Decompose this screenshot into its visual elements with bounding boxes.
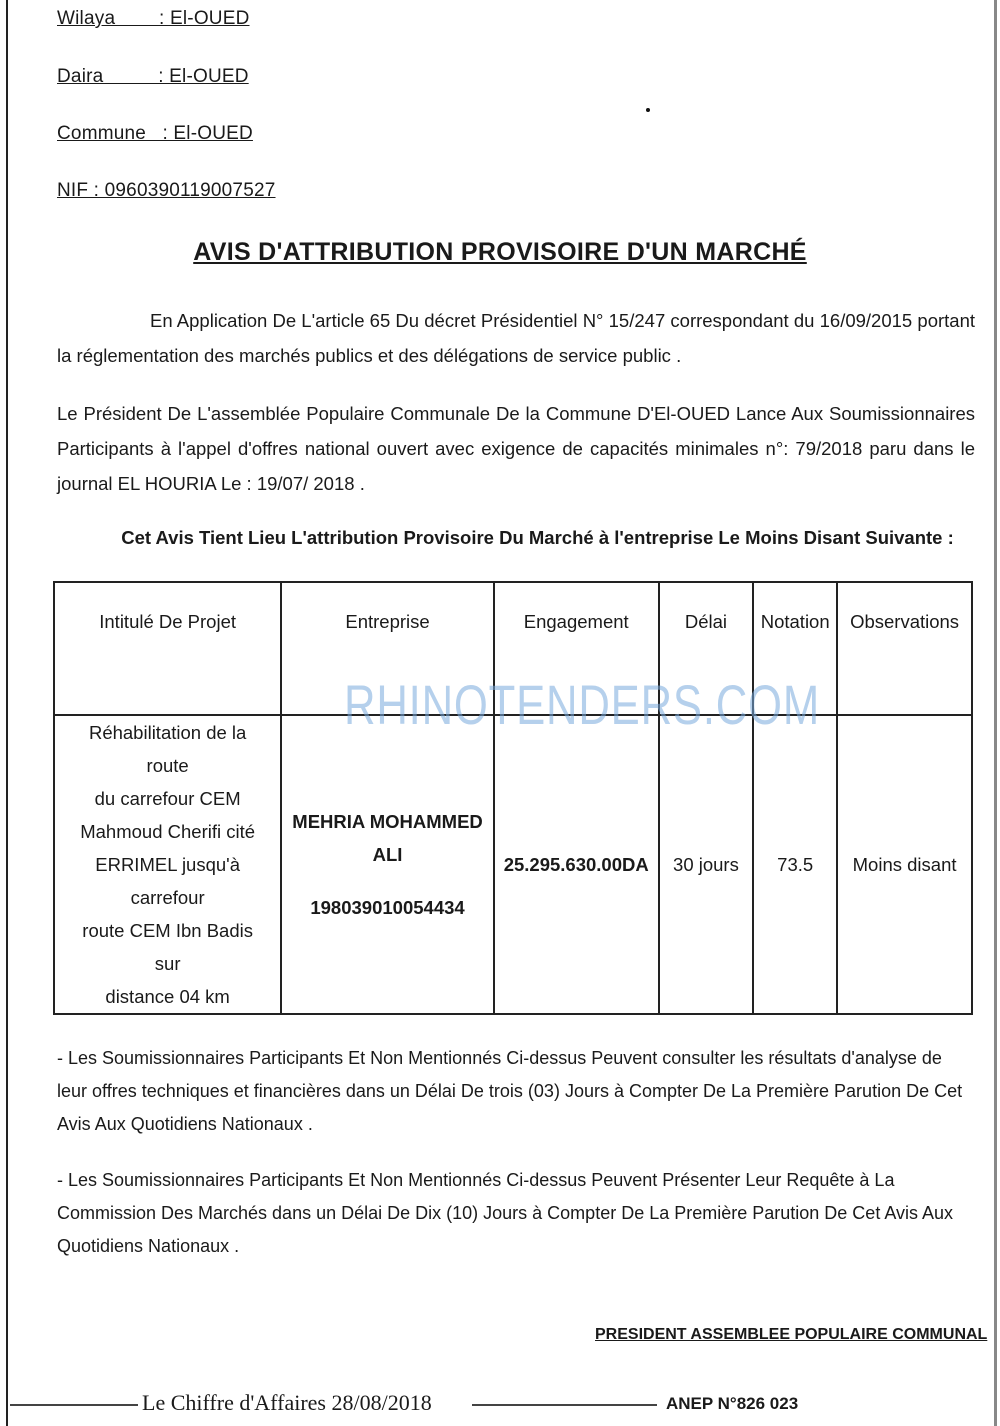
header-wilaya: Wilaya : El-OUED bbox=[57, 8, 250, 29]
projet-line: Réhabilitation de la route bbox=[88, 722, 247, 776]
footer-reference: ANEP N°826 023 bbox=[666, 1394, 799, 1413]
header-nif: NIF : 0960390119007527 bbox=[57, 180, 276, 201]
header-commune: Commune : El-OUED bbox=[57, 123, 253, 144]
footer-rule-mid bbox=[472, 1404, 657, 1406]
table-row bbox=[54, 715, 972, 1014]
entreprise-name-line-1: MEHRIA MOHAMMED bbox=[292, 811, 483, 832]
paragraph-decree bbox=[57, 303, 975, 373]
header-daira: Daira : El-OUED bbox=[57, 66, 249, 87]
note-appeal: - Les Soumissionnaires Participants Et Non Mentionnés Ci-dessus Peuvent Présenter Leur Requête à La Commission Des Marchés dans un Délai De Dix (10) Jours à Compter De La Première Parution De Cet Avis Aux Quotidiens Nationaux . bbox=[57, 1170, 954, 1256]
header-projet: Intitulé De Projet bbox=[54, 582, 281, 715]
paragraph-tender: Le Président De L'assemblée Populaire Communale De la Commune D'El-OUED Lance Aux Soumissionnaires Participants à l'appel d'offres national ouvert avec exigence de capacités minimales n°: 79/2018 paru dans le journal EL HOURIA Le : 19/07/ 2018 . bbox=[57, 403, 975, 494]
signature-title: PRESIDENT ASSEMBLEE POPULAIRE COMMUNAL bbox=[595, 1326, 988, 1343]
cell-delai: 30 jours bbox=[659, 715, 754, 1014]
cell-notation: 73.5 bbox=[753, 715, 837, 1014]
footer-source: Le Chiffre d'Affaires 28/08/2018 bbox=[142, 1390, 432, 1415]
projet-line: ERRIMEL jusqu'à carrefour bbox=[95, 854, 240, 908]
entreprise-nif: 198039010054434 bbox=[310, 897, 465, 918]
page-right-border bbox=[994, 0, 997, 1426]
header-engagement: Engagement bbox=[494, 582, 659, 715]
footer-rule-left bbox=[10, 1404, 138, 1406]
cell-entreprise bbox=[281, 715, 494, 1014]
header-notation: Notation bbox=[753, 582, 837, 715]
paragraph-decree-text: En Application De L'article 65 Du décret Présidentiel N° 15/247 correspondant du 16/09/2015 portant la réglementation des marchés publics et des délégations de service public . bbox=[57, 310, 975, 366]
projet-line: distance 04 km bbox=[105, 986, 230, 1007]
award-table bbox=[53, 581, 973, 1015]
projet-line: du carrefour CEM bbox=[94, 788, 241, 809]
stray-dot bbox=[646, 108, 650, 112]
cell-engagement: 25.295.630.00DA bbox=[494, 715, 659, 1014]
award-intro: Cet Avis Tient Lieu L'attribution Provisoire Du Marché à l'entreprise Le Moins Disant Suivante : bbox=[121, 527, 954, 548]
header-observations: Observations bbox=[837, 582, 972, 715]
cell-observations: Moins disant bbox=[837, 715, 972, 1014]
watermark: RHINOTENDERS.COM bbox=[344, 673, 820, 736]
note-consultation: - Les Soumissionnaires Participants Et Non Mentionnés Ci-dessus Peuvent consulter les résultats d'analyse de leur offres techniques et financières dans un Délai De trois (03) Jours à Compter De La Première Parution De Cet Avis Aux Quotidiens Nationaux . bbox=[57, 1048, 963, 1134]
projet-line: Mahmoud Cherifi cité bbox=[80, 821, 256, 842]
entreprise-name-line-2: ALI bbox=[372, 844, 403, 865]
page-left-border bbox=[6, 0, 8, 1426]
header-entreprise: Entreprise bbox=[281, 582, 494, 715]
projet-line: route CEM Ibn Badis sur bbox=[82, 920, 253, 974]
header-delai: Délai bbox=[659, 582, 754, 715]
cell-projet bbox=[54, 715, 281, 1014]
document-title: AVIS D'ATTRIBUTION PROVISOIRE D'UN MARCHÉ bbox=[193, 238, 807, 266]
